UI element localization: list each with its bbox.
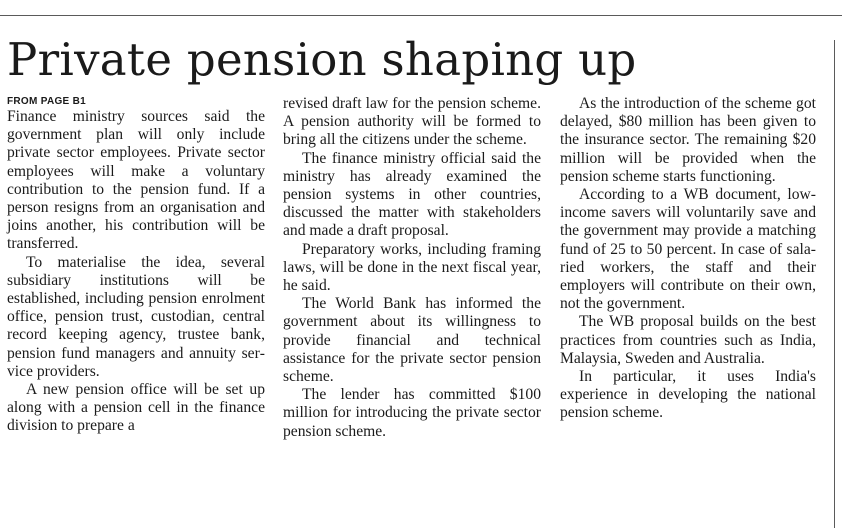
right-column-rule xyxy=(834,40,835,528)
paragraph: Finance ministry sources said the government plan will only include private sector employees. Private sector employees will make a voluntary contribution to the pension fund. If a person resigns from an organisation and joins another, his contribution will be transferred. xyxy=(7,108,265,253)
paragraph: The lender has committed $100 million for introducing the private sector pension scheme. xyxy=(283,386,541,440)
paragraph: In particular, it uses India's experience in developing the national pension scheme. xyxy=(560,368,816,422)
kicker-from-page: FROM PAGE B1 xyxy=(7,96,86,107)
paragraph: The World Bank has informed the government about its willingness to provide financial and technical assistance for the private sector pension scheme. xyxy=(283,295,541,386)
article-column-2 xyxy=(283,95,541,441)
paragraph: As the introduction of the scheme got delayed, $80 million has been given to the insurance sector. The remaining $20 million will be provided when the pension scheme starts functioning. xyxy=(560,95,816,185)
paragraph: The finance ministry official said the ministry has already examined the pension systems in other countries, discussed the matter with stakeholders and made a draft proposal. xyxy=(283,149,541,240)
paragraph: To materialise the idea, several subsidiary institutions will be established, including pension enrolment office, pension trust, custodian, central record keeping agency, trustee bank, pension fund managers and annuity service providers. xyxy=(7,253,265,380)
article-column-3 xyxy=(560,95,816,423)
paragraph: The WB proposal builds on the best practices from countries such as India, Malaysia, Sweden and Australia. xyxy=(560,313,816,367)
paragraph: A new pension office will be set up along with a pension cell in the finance division to prepare a xyxy=(7,381,265,435)
top-divider-rule xyxy=(0,15,842,16)
paragraph: Preparatory works, including framing laws, will be done in the next fiscal year, he said. xyxy=(283,240,541,295)
paragraph: revised draft law for the pension scheme. A pension authority will be formed to bring all the citizens under the scheme. xyxy=(283,95,541,149)
headline: Private pension shaping up xyxy=(7,33,637,86)
paragraph: According to a WB document, low-income savers will voluntarily save and the government may provide a matching fund of 25 to 50 percent. In case of salaried workers, the staff and their employers will contribute on their own, not the government. xyxy=(560,186,816,313)
article-column-1 xyxy=(7,95,265,436)
